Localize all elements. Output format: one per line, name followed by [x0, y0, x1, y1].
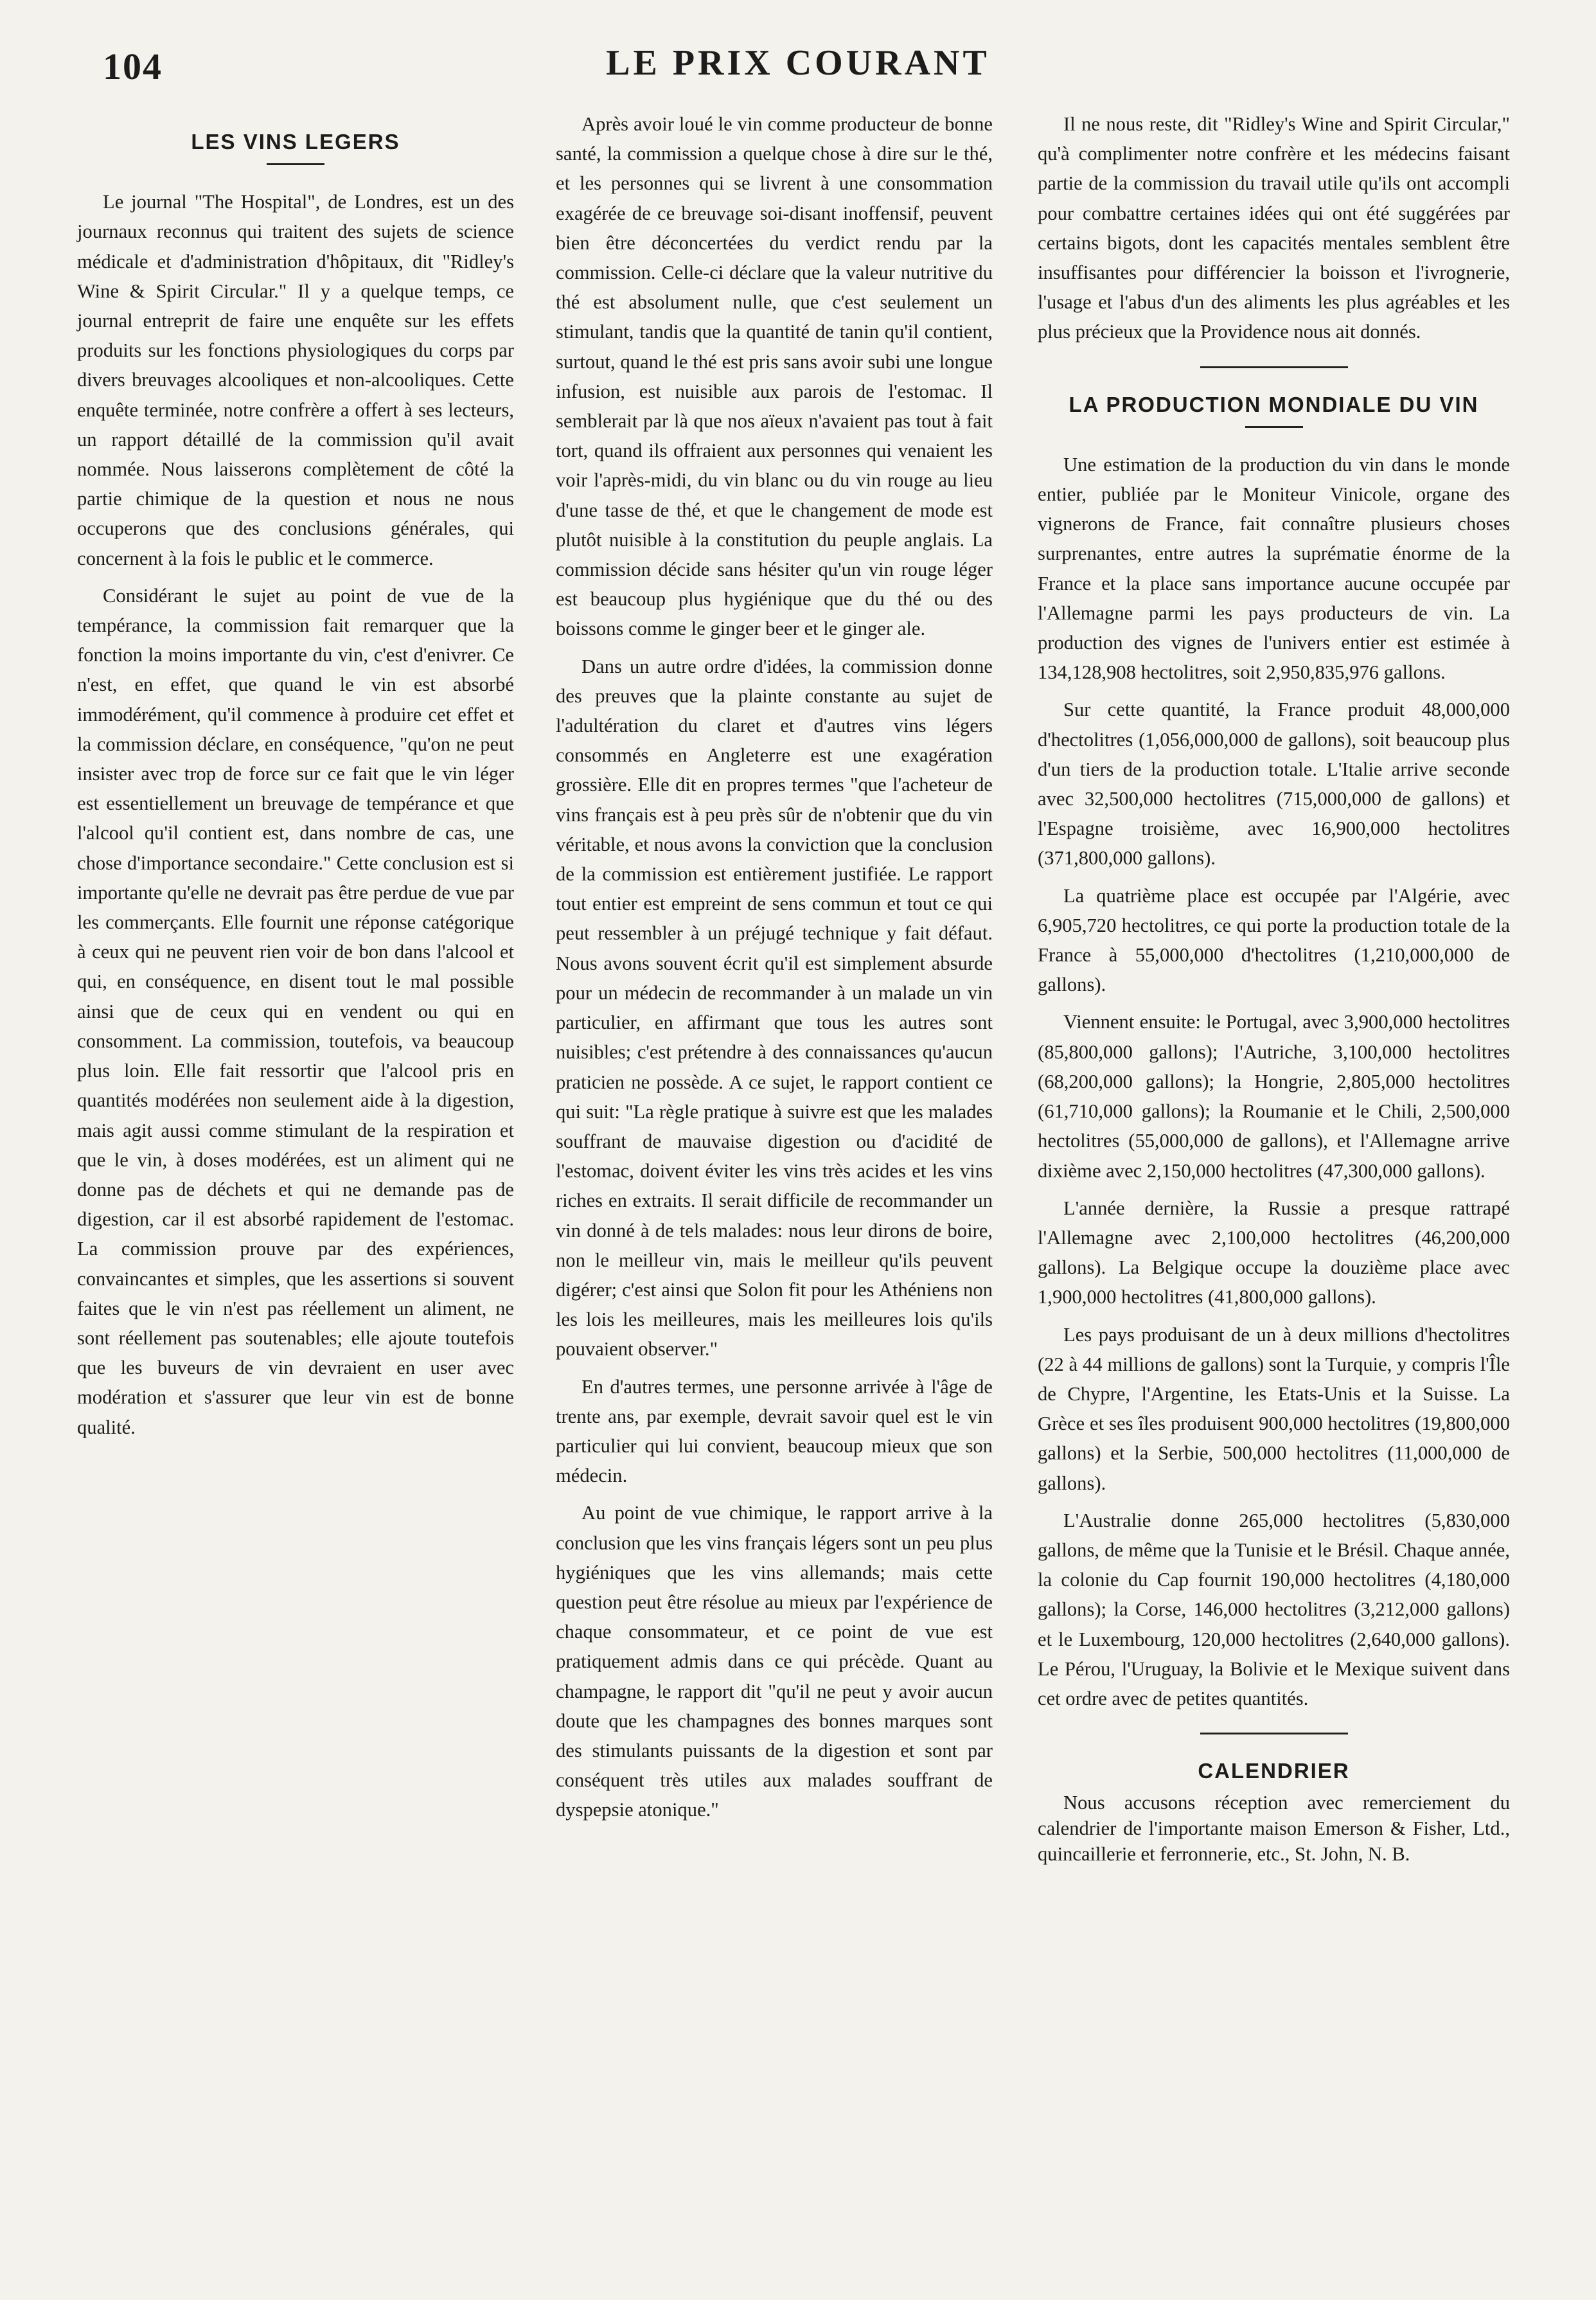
paragraph: L'année dernière, la Russie a presque rattrapé l'Allemagne avec 2,100,000 hectolitres (46,200,000 gallons). La Belgique occupe la douzième place avec 1,900,000 hectolitres (41,800,000 gallons). — [1038, 1197, 1510, 1308]
column-1 — [77, 109, 514, 1450]
page-number: 104 — [103, 46, 163, 87]
paragraph: La quatrième place est occupée par l'Algérie, avec 6,905,720 hectolitres, ce qui porte la production totale de la France à 55,000,000 d'hectolitres (1,210,000,000 de gallons). — [1038, 884, 1510, 996]
paragraph: Au point de vue chimique, le rapport arrive à la conclusion que les vins français légers sont un peu plus hygiéniques que les vins allemands; mais cette question peut être résolue au mieux par l'expérience de chaque consommateur, et ce point de vue est pratiquement admis dans ce qui précède. Quant au champagne, le rapport dit "qu'il ne peut y avoir aucun doute que les champagnes des bonnes marques sont des stimulants puissants de la digestion et sont par conséquent très utiles aux malades souffrant de dyspepsie atonique." — [556, 1502, 993, 1821]
paragraph: Les pays produisant de un à deux millions d'hectolitres (22 à 44 millions de gallons) sont la Turquie, y compris l'Île de Chypre, l'Argentine, les Etats-Unis et la Suisse. La Grèce et ses îles produisent 900,000 hectolitres (19,800,000 gallons) et la Serbie, 500,000 hectolitres (11,000,000 de gallons). — [1038, 1323, 1510, 1494]
paragraph: Une estimation de la production du vin dans le monde entier, publiée par le Moniteur Vinicole, organe des vignerons de France, fait connaître plusieurs choses surprenantes, entre autres la suprématie énorme de la France et la place sans importance aucune occupée par l'Allemagne parmi les pays producteurs de vin. La production des vignes de l'univers entier est estimée à 134,128,908 hectolitres, soit 2,950,835,976 gallons. — [1038, 453, 1510, 684]
section-title-calendrier: CALENDRIER — [1198, 1759, 1350, 1783]
paragraph: Considérant le sujet au point de vue de la tempérance, la commission fait remarquer que la fonction la moins importante du vin, c'est d'enivrer. Ce n'est, en effet, que quand le vin est absorbé immodérément, qu'il commence à produire cet effet et la commission déclare, en conséquence, "qu'on ne peut insister avec trop de force sur ce fait que le vin léger est essentiellement un breuvage de tempérance et que l'alcool qu'il contient est, dans nombre de cas, une chose d'importance secondaire." Cette conclusion est si importante qu'elle ne devrait pas être perdue de vue par les commerçants. Elle fournit une réponse catégorique à ceux qui ne peuvent rien voir de bon dans l'alcool et qui, en conséquence, en disent tout le mal possible ainsi que de ceux qui en vendent ou qui en consomment. La commission, toutefois, va beaucoup plus loin. Elle fait ressortir que l'alcool pris en quantités modérées non seulement aide à la digestion, mais agit aussi comme stimulant de la respiration et que le vin, à doses modérées, est un aliment qui ne donne pas de déchets et qui ne demande pas de digestion, car il est absorbé rapidement de l'estomac. La commission prouve par des expériences, convaincantes et simples, que les assertions si souvent faites que le vin n'est pas réellement un aliment, ne sont réellement pas soutenables; elle ajoute toutefois que les buveurs de vin devraient en user avec modération et s'assurer que leur vin est de bonne qualité. — [77, 584, 514, 1438]
title-divider — [1245, 426, 1303, 428]
paragraph: Viennent ensuite: le Portugal, avec 3,900,000 hectolitres (85,800,000 gallons); l'Autriche, 3,100,000 hectolitres (68,200,000 gallons); la Hongrie, 2,805,000 hectolitres (61,710,000 gallons); la Roumanie et le Chili, 2,500,000 hectolitres (55,000,000 de gallons), et l'Allemagne arrive dixième avec 2,150,000 hectolitres (47,300,000 gallons). — [1038, 1011, 1510, 1182]
paragraph: Dans un autre ordre d'idées, la commission donne des preuves que la plainte constante au sujet de l'adultération du claret et d'autres vins légers consommés en Angleterre est une exagération grossière. Elle dit en propres termes "que l'acheteur de vins français est à peu près sûr de n'obtenir que du vin véritable, et nous avons la conviction que la conclusion de la commission est entièrement justifiée. Le rapport tout entier est empreint de sens commun et tout ce qui peut ressembler à un préjugé technique y fait défaut. Nous avons souvent écrit qu'il est simplement absurde pour un médecin de recommander à un malade un vin particulier, en affirmant que tous les autres sont nuisibles; c'est prétendre à des connaissances qu'aucun praticien ne possède. A ce sujet, le rapport contient ce qui suit: "La règle pratique à suivre est que les malades souffrant de mauvaise digestion ou d'acidité de l'estomac, doivent éviter les vins très acides et les vins riches en extraits. Il serait difficile de recommander un vin donné à de tels malades: nous leur dirons de boire, non le meilleur vin, mais le meilleur qu'ils peuvent digérer; c'est ainsi que Solon fit pour les Athéniens non les lois les meilleures, mais les meilleures lois qu'ils pouvaient observer." — [556, 655, 993, 1360]
section-title-production: LA PRODUCTION MONDIALE DU VIN — [1068, 392, 1479, 416]
paragraph: L'Australie donne 265,000 hectolitres (5,830,000 gallons, de même que la Tunisie et le Brésil. Chaque année, la colonie du Cap fournit 190,000 hectolitres (4,180,000 gallons); la Corse, 146,000 hectolitres (3,212,000 gallons) et le Luxembourg, 120,000 hectolitres (2,640,000 gallons). Le Pérou, l'Uruguay, la Bolivie et le Mexique suivent dans cet ordre avec de petites quantités. — [1038, 1509, 1510, 1709]
article-divider — [1200, 1733, 1348, 1734]
title-divider — [267, 163, 324, 165]
paragraph: En d'autres termes, une personne arrivée à l'âge de trente ans, par exemple, devrait savoir quel est le vin particulier qui lui convient, beaucoup mieux que son médecin. — [556, 1375, 993, 1487]
paragraph: Après avoir loué le vin comme producteur de bonne santé, la commission a quelque chose à dire sur le thé, et les personnes qui se livrent à une consommation exagérée de ce breuvage soi-disant inoffensif, peuvent bien être déconcertées du verdict rendu par la commission. Celle-ci déclare que la valeur nutritive du thé est absolument nulle, que c'est seulement un stimulant, tandis que la quantité de tanin qu'il contient, surtout, quand le thé est pris sans avoir subi une longue infusion, est nuisible aux parois de l'estomac. Il semblerait par là que nos aïeux n'avaient pas tout à fait tort, quand ils offraient aux personnes qui venaient les voir l'après-midi, du vin blanc ou du vin rouge au lieu d'une tasse de thé, et que le changement de mode est plutôt nuisible à la constitution du peuple anglais. La commission décide sans hésiter qu'un vin rouge léger est beaucoup plus hygiénique que du thé ou des boissons comme le ginger beer et le ginger ale. — [556, 113, 993, 640]
journal-title: LE PRIX COURANT — [606, 43, 990, 83]
paragraph: Il ne nous reste, dit "Ridley's Wine and Spirit Circular," qu'à complimenter notre confrère et les médecins faisant partie de la commission du travail utile qu'ils ont accompli pour combattre certaines idées qui ont été suggérées par certains bigots, dont les capacités mentales semblent être insuffisantes pour différencier la boisson et l'ivrognerie, l'usage et l'abus d'un des aliments les plus agréables et les plus précieux que la Providence nous ait donnés. — [1038, 113, 1510, 343]
column-3 — [1038, 109, 1510, 1875]
paragraph: Sur cette quantité, la France produit 48,000,000 d'hectolitres (1,056,000,000 de gallons), soit beaucoup plus d'un tiers de la production totale. L'Italie arrive seconde avec 32,500,000 hectolitres (715,000,000 de gallons) et l'Espagne troisième, avec 16,900,000 hectolitres (371,800,000 gallons). — [1038, 699, 1510, 869]
column-2 — [556, 109, 993, 1833]
section-title-vins-legers: LES VINS LEGERS — [191, 130, 400, 154]
paragraph: Le journal "The Hospital", de Londres, est un des journaux reconnus qui traitent des sujets de science médicale et d'administration d'hôpitaux, dit "Ridley's Wine & Spirit Circular." Il y a quelque temps, ce journal entreprit de faire une enquête sur les effets produits sur les fonctions physiologiques du corps par divers breuvages alcooliques et non-alcooliques. Cette enquête terminée, notre confrère a offert à ses lecteurs, un rapport détaillé de la commission qu'il avait nommée. Nous laisserons complètement de côté la partie chimique de la question et nous ne nous occuperons que des conclusions générales, qui concernent à la fois le public et le commerce. — [77, 191, 514, 569]
calendar-note: Nous accusons réception avec remerciement du calendrier de l'importante maison Emerson & Fisher, Ltd., quincaillerie et ferronnerie, etc., St. John, N. B. — [1038, 1792, 1510, 1866]
article-divider — [1200, 366, 1348, 368]
